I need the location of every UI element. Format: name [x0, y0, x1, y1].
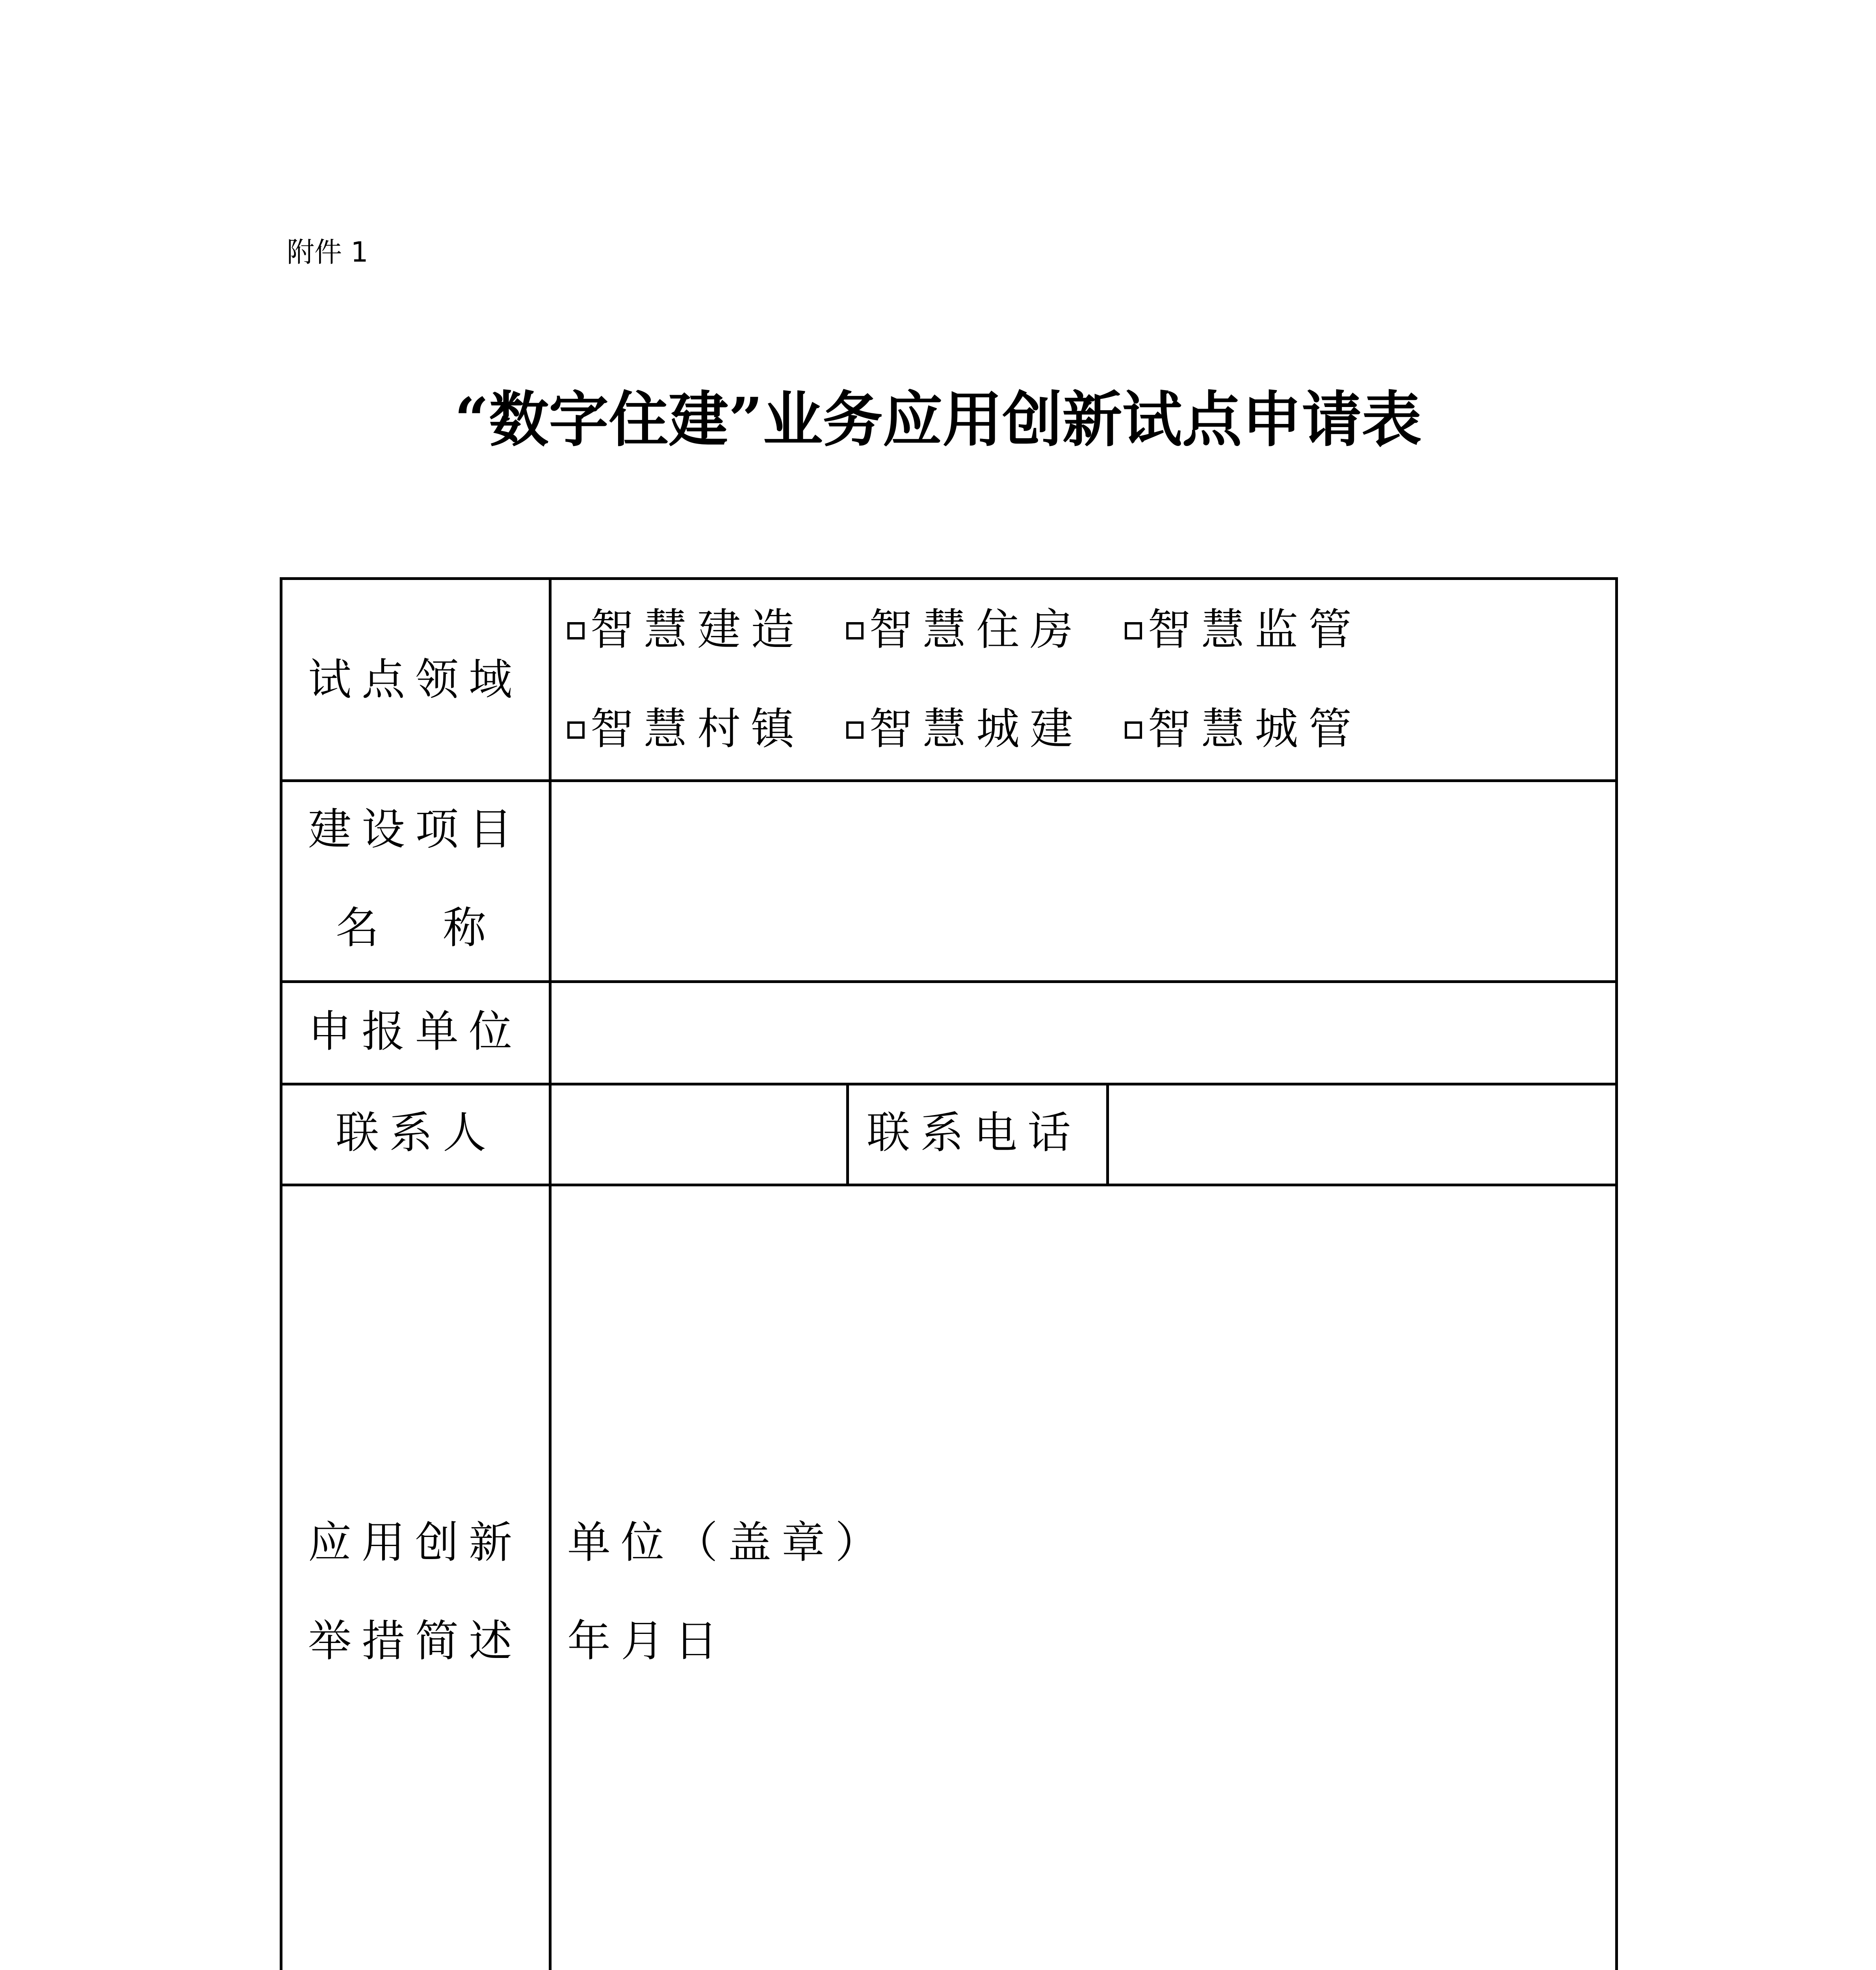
table-border-right: [1615, 577, 1618, 1970]
pilot-field-options-row2: [567, 705, 804, 753]
contact-person-label: 联系人: [336, 1108, 496, 1158]
option-smart-urban-management[interactable]: 智慧城管: [1125, 705, 1362, 753]
innovation-label-line2: 举措简述: [308, 1616, 522, 1666]
table-column-divider: [549, 577, 552, 1970]
checkbox-icon[interactable]: [1125, 721, 1142, 739]
form-title: “数字住建”业务应用创新试点申请表: [454, 384, 1422, 455]
applicant-unit-label: 申报单位: [308, 1006, 522, 1057]
checkbox-icon[interactable]: [846, 721, 864, 739]
checkbox-icon[interactable]: [1125, 622, 1142, 639]
option-smart-villages[interactable]: 智慧村镇: [567, 705, 804, 753]
innovation-label-line1: 应用创新: [308, 1517, 522, 1568]
contact-phone-label: 联系电话: [867, 1108, 1081, 1158]
pilot-field-options-row1: [1125, 606, 1362, 653]
checkbox-icon[interactable]: [567, 721, 585, 739]
option-smart-urban-construction[interactable]: 智慧城建: [846, 705, 1083, 753]
table-row-divider: [280, 779, 1618, 782]
project-name-label-line1: 建设项目: [308, 804, 522, 855]
table-row-divider: [280, 1184, 1618, 1186]
pilot-field-options-row2: [1125, 705, 1362, 753]
table-column-divider: [846, 1083, 849, 1186]
table-row-divider: [280, 1083, 1618, 1085]
checkbox-icon[interactable]: [567, 622, 585, 639]
pilot-field-label: 试点领域: [308, 654, 522, 705]
date-line: 年月日: [567, 1616, 728, 1666]
project-name-label-line2: 名 称: [336, 903, 496, 953]
table-column-divider: [1106, 1083, 1109, 1186]
option-smart-supervision[interactable]: 智慧监管: [1125, 606, 1362, 653]
unit-stamp-line: 单位（盖章）: [567, 1517, 889, 1568]
pilot-field-options-row1: [567, 606, 804, 653]
option-smart-construction[interactable]: 智慧建造: [567, 606, 804, 653]
checkbox-icon[interactable]: [846, 622, 864, 639]
attachment-1-label: 附件 1: [287, 236, 368, 268]
table-border-left: [280, 577, 282, 1970]
pilot-field-options-row1: [846, 606, 1083, 653]
table-row-divider: [280, 980, 1618, 983]
table-border-top: [280, 577, 1618, 580]
pilot-field-options-row2: [846, 705, 1083, 753]
option-smart-housing[interactable]: 智慧住房: [846, 606, 1083, 653]
